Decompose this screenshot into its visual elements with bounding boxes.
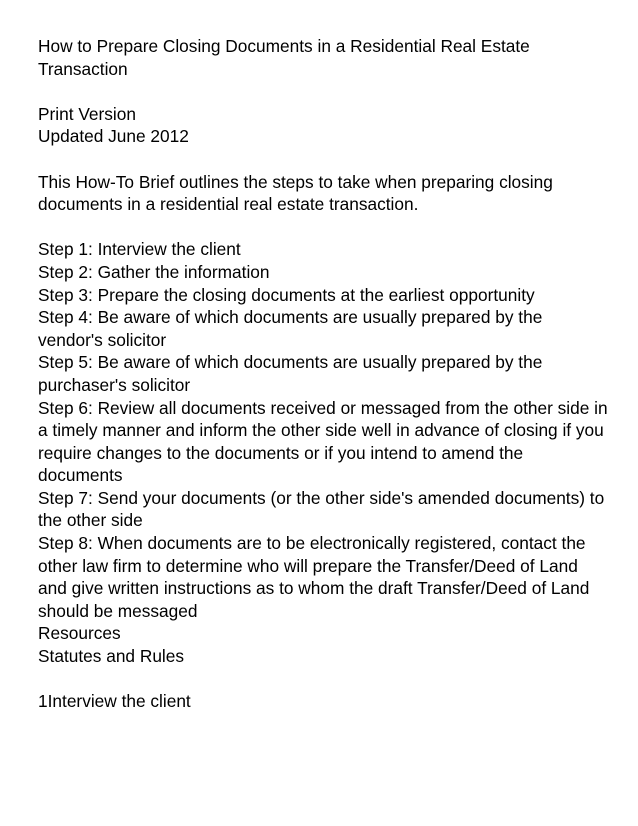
step-8: Step 8: When documents are to be electronically registered, contact the other law firm to determine who will prepare the Transfer/Deed of Land and give written instructions as to whom the draft Transfer/Deed of Land should be messaged <box>38 533 590 621</box>
steps-list <box>38 238 608 622</box>
step-5: Step 5: Be aware of which documents are usually prepared by the purchaser's solicitor <box>38 352 543 395</box>
spacer <box>38 148 608 171</box>
section-heading: 1Interview the client <box>38 691 191 712</box>
spacer <box>38 80 608 103</box>
step-2: Step 2: Gather the information <box>38 261 270 282</box>
step-3: Step 3: Prepare the closing documents at the earliest opportunity <box>38 284 535 305</box>
document-title: How to Prepare Closing Documents in a Residential Real Estate Transaction <box>38 36 530 79</box>
step-1: Step 1: Interview the client <box>38 239 241 260</box>
document-page <box>38 35 608 713</box>
step-7: Step 7: Send your documents (or the other side's amended documents) to the other side <box>38 487 605 531</box>
updated-date: Updated June 2012 <box>38 126 189 147</box>
resources-heading: Resources <box>38 623 121 644</box>
intro-paragraph: This How-To Brief outlines the steps to take when preparing closing documents in a residential real estate transaction. <box>38 171 553 215</box>
spacer <box>38 668 608 691</box>
step-6: Step 6: Review all documents received or messaged from the other side in a timely manner and inform the other side well in advance of closing if you require changes to the documents or if you intend to amend the documents <box>38 397 608 486</box>
print-version-label: Print Version <box>38 103 136 124</box>
statutes-heading: Statutes and Rules <box>38 646 185 667</box>
spacer <box>38 216 608 239</box>
step-4: Step 4: Be aware of which documents are usually prepared by the vendor's solicitor <box>38 307 543 350</box>
